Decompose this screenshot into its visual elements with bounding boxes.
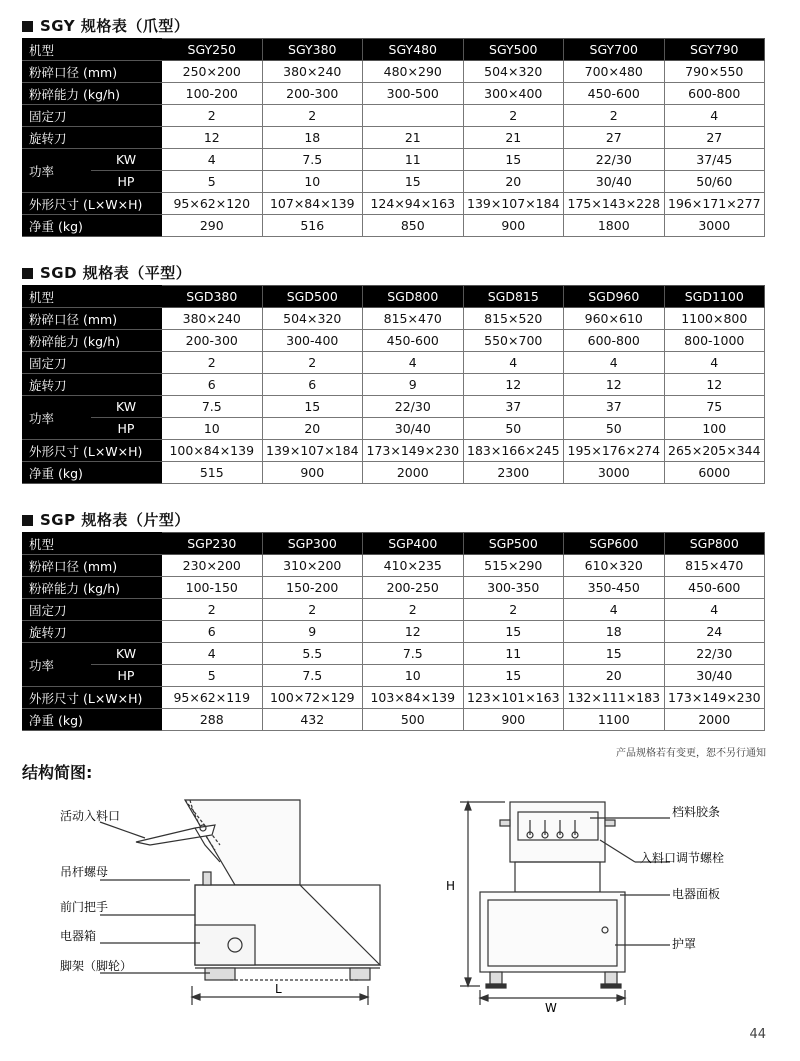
- cell-value: 20: [262, 418, 363, 440]
- cell-value: 230×200: [162, 555, 263, 577]
- cell-value: 95×62×119: [162, 687, 263, 709]
- row-label: 粉碎口径 (mm): [23, 308, 162, 330]
- row-label: 机型: [23, 286, 162, 308]
- cell-value: SGP230: [162, 533, 263, 555]
- label-electric-box: 电器箱: [60, 929, 97, 943]
- cell-value: 15: [463, 149, 564, 171]
- side-view-diagram: [20, 790, 420, 1020]
- cell-value: 15: [564, 643, 665, 665]
- cell-value: 450-600: [664, 577, 765, 599]
- cell-value: 24: [664, 621, 765, 643]
- kw-label: KW: [91, 149, 162, 171]
- cell-value: 800-1000: [664, 330, 765, 352]
- cell-value: SGD1100: [664, 286, 765, 308]
- cell-value: 7.5: [262, 665, 363, 687]
- cell-value: 173×149×230: [664, 687, 765, 709]
- table-title-text: SGY 规格表（爪型）: [40, 17, 190, 35]
- cell-value: 10: [363, 665, 464, 687]
- power-kw-row: [23, 396, 765, 418]
- dimension-row: [23, 440, 765, 462]
- square-bullet-icon: [22, 268, 33, 279]
- table-title-text: SGP 规格表（片型）: [40, 511, 190, 529]
- cell-value: 22/30: [564, 149, 665, 171]
- table-row: [23, 61, 765, 83]
- cell-value: 12: [162, 127, 263, 149]
- cell-value: 7.5: [162, 396, 263, 418]
- table-row: [23, 555, 765, 577]
- cell-value: 600-800: [564, 330, 665, 352]
- table-title: [22, 14, 764, 38]
- label-front-door-handle: 前门把手: [60, 900, 109, 914]
- cell-value: 30/40: [564, 171, 665, 193]
- cell-value: 300-350: [463, 577, 564, 599]
- cell-value: SGD960: [564, 286, 665, 308]
- cell-value: 15: [262, 396, 363, 418]
- cell-value: 516: [262, 215, 363, 237]
- cell-value: 2: [564, 105, 665, 127]
- cell-value: 700×480: [564, 61, 665, 83]
- cell-value: 107×84×139: [262, 193, 363, 215]
- label-stand-wheels: 脚架（脚轮）: [60, 959, 133, 973]
- dim-label-l: L: [275, 982, 282, 996]
- table-row: [23, 330, 765, 352]
- row-label: 粉碎口径 (mm): [23, 555, 162, 577]
- cell-value: 310×200: [262, 555, 363, 577]
- cell-value: SGY700: [564, 39, 665, 61]
- cell-value: 300-500: [363, 83, 464, 105]
- spec-change-note: 产品规格若有变更，恕不另行通知: [616, 748, 766, 759]
- cell-value: 50: [564, 418, 665, 440]
- label-movable-inlet: 活动入料口: [60, 809, 121, 823]
- cell-value: 1100: [564, 709, 665, 731]
- table-row: [23, 308, 765, 330]
- cell-value: 183×166×245: [463, 440, 564, 462]
- cell-value: 37: [564, 396, 665, 418]
- cell-value: 37/45: [664, 149, 765, 171]
- cell-value: 27: [664, 127, 765, 149]
- cell-value: 37: [463, 396, 564, 418]
- cell-value: 2: [363, 599, 464, 621]
- dim-label-h: H: [446, 879, 456, 893]
- cell-value: 12: [564, 374, 665, 396]
- cell-value: 200-300: [162, 330, 263, 352]
- label-rod-nut: 吊杆螺母: [60, 865, 109, 879]
- cell-value: 265×205×344: [664, 440, 765, 462]
- row-label: 净重 (kg): [23, 462, 162, 484]
- cell-value: SGP600: [564, 533, 665, 555]
- cell-value: 4: [664, 599, 765, 621]
- cell-value: 2: [162, 105, 263, 127]
- cell-value: 2000: [363, 462, 464, 484]
- cell-value: 250×200: [162, 61, 263, 83]
- cell-value: 2: [162, 352, 263, 374]
- cell-value: 9: [363, 374, 464, 396]
- cell-value: 380×240: [262, 61, 363, 83]
- cell-value: 515: [162, 462, 263, 484]
- table-title: [22, 508, 764, 532]
- label-inlet-adjust-bolt: 入料口调节螺栓: [640, 851, 725, 865]
- cell-value: 2: [463, 599, 564, 621]
- power-hp-row: [23, 171, 765, 193]
- cell-value: 6000: [664, 462, 765, 484]
- cell-value: 21: [463, 127, 564, 149]
- row-label: 粉碎能力 (kg/h): [23, 577, 162, 599]
- cell-value: 4: [162, 643, 263, 665]
- cell-value: 6: [162, 621, 263, 643]
- power-label: 功率: [23, 643, 91, 687]
- cell-value: 200-250: [363, 577, 464, 599]
- row-label: 固定刀: [23, 599, 162, 621]
- label-guard: 护罩: [672, 937, 697, 951]
- cell-value: 20: [463, 171, 564, 193]
- power-hp-row: [23, 665, 765, 687]
- weight-row: [23, 462, 765, 484]
- square-bullet-icon: [22, 21, 33, 32]
- cell-value: SGP500: [463, 533, 564, 555]
- cell-value: 173×149×230: [363, 440, 464, 462]
- cell-value: 2: [463, 105, 564, 127]
- cell-value: 550×700: [463, 330, 564, 352]
- cell-value: 815×470: [664, 555, 765, 577]
- table-row: [23, 352, 765, 374]
- table-title-text: SGD 规格表（平型）: [40, 264, 192, 282]
- cell-value: 175×143×228: [564, 193, 665, 215]
- cell-value: 5: [162, 171, 263, 193]
- cell-value: 960×610: [564, 308, 665, 330]
- structure-title: 结构简图:: [22, 763, 93, 782]
- cell-value: 290: [162, 215, 263, 237]
- cell-value: 15: [463, 621, 564, 643]
- cell-value: 139×107×184: [262, 440, 363, 462]
- cell-value: 300-400: [262, 330, 363, 352]
- cell-value: SGD380: [162, 286, 263, 308]
- cell-value: 410×235: [363, 555, 464, 577]
- cell-value: 515×290: [463, 555, 564, 577]
- cell-value: 100: [664, 418, 765, 440]
- cell-value: SGY250: [162, 39, 263, 61]
- row-label: 固定刀: [23, 352, 162, 374]
- cell-value: 600-800: [664, 83, 765, 105]
- cell-value: SGY500: [463, 39, 564, 61]
- cell-value: 815×470: [363, 308, 464, 330]
- cell-value: 7.5: [262, 149, 363, 171]
- spec-section-sgy: [22, 14, 764, 237]
- cell-value: 4: [664, 352, 765, 374]
- cell-value: 100×84×139: [162, 440, 263, 462]
- square-bullet-icon: [22, 515, 33, 526]
- cell-value: 196×171×277: [664, 193, 765, 215]
- cell-value: 2000: [664, 709, 765, 731]
- row-label: 旋转刀: [23, 127, 162, 149]
- cell-value: 15: [363, 171, 464, 193]
- cell-value: 18: [564, 621, 665, 643]
- cell-value: 2: [262, 352, 363, 374]
- cell-value: 95×62×120: [162, 193, 263, 215]
- model-row: [23, 39, 765, 61]
- cell-value: 100-150: [162, 577, 263, 599]
- row-label: 外形尺寸 (L×W×H): [23, 440, 162, 462]
- cell-value: 1800: [564, 215, 665, 237]
- row-label: 粉碎能力 (kg/h): [23, 330, 162, 352]
- row-label: 外形尺寸 (L×W×H): [23, 193, 162, 215]
- cell-value: 123×101×163: [463, 687, 564, 709]
- cell-value: 2: [162, 599, 263, 621]
- cell-value: 27: [564, 127, 665, 149]
- cell-value: SGP400: [363, 533, 464, 555]
- cell-value: 2: [262, 599, 363, 621]
- weight-row: [23, 215, 765, 237]
- cell-value: SGP300: [262, 533, 363, 555]
- cell-value: 21: [363, 127, 464, 149]
- cell-value: 6: [262, 374, 363, 396]
- row-label: 旋转刀: [23, 621, 162, 643]
- cell-value: 7.5: [363, 643, 464, 665]
- cell-value: 75: [664, 396, 765, 418]
- cell-value: 9: [262, 621, 363, 643]
- cell-value: 18: [262, 127, 363, 149]
- cell-value: 50: [463, 418, 564, 440]
- cell-value: 900: [262, 462, 363, 484]
- model-row: [23, 286, 765, 308]
- front-view-diagram: [440, 790, 780, 1020]
- cell-value: 30/40: [664, 665, 765, 687]
- cell-value: 5: [162, 665, 263, 687]
- row-label: 机型: [23, 39, 162, 61]
- kw-label: KW: [91, 643, 162, 665]
- cell-value: SGY480: [363, 39, 464, 61]
- cell-value: 4: [363, 352, 464, 374]
- cell-value: 11: [363, 149, 464, 171]
- cell-value: 3000: [564, 462, 665, 484]
- cell-value: 300×400: [463, 83, 564, 105]
- table-row: [23, 577, 765, 599]
- row-label: 固定刀: [23, 105, 162, 127]
- cell-value: 2300: [463, 462, 564, 484]
- dimension-row: [23, 193, 765, 215]
- cell-value: 790×550: [664, 61, 765, 83]
- power-kw-row: [23, 149, 765, 171]
- kw-label: KW: [91, 396, 162, 418]
- cell-value: 20: [564, 665, 665, 687]
- cell-value: SGD815: [463, 286, 564, 308]
- cell-value: 12: [363, 621, 464, 643]
- table-row: [23, 105, 765, 127]
- cell-value: 30/40: [363, 418, 464, 440]
- table-row: [23, 621, 765, 643]
- row-label: 外形尺寸 (L×W×H): [23, 687, 162, 709]
- cell-value: 200-300: [262, 83, 363, 105]
- cell-value: SGY790: [664, 39, 765, 61]
- cell-value: 50/60: [664, 171, 765, 193]
- cell-value: 12: [463, 374, 564, 396]
- table-row: [23, 127, 765, 149]
- weight-row: [23, 709, 765, 731]
- cell-value: 3000: [664, 215, 765, 237]
- cell-value: SGD800: [363, 286, 464, 308]
- row-label: 粉碎能力 (kg/h): [23, 83, 162, 105]
- spec-table: [22, 38, 765, 237]
- cell-value: 815×520: [463, 308, 564, 330]
- hp-label: HP: [91, 665, 162, 687]
- cell-value: 288: [162, 709, 263, 731]
- cell-value: 610×320: [564, 555, 665, 577]
- cell-value: 4: [463, 352, 564, 374]
- hp-label: HP: [91, 418, 162, 440]
- cell-value: 103×84×139: [363, 687, 464, 709]
- cell-value: 10: [162, 418, 263, 440]
- label-electric-panel: 电器面板: [672, 887, 721, 901]
- dim-label-w: W: [545, 1001, 557, 1015]
- cell-value: 15: [463, 665, 564, 687]
- cell-value: 4: [664, 105, 765, 127]
- cell-value: 450-600: [564, 83, 665, 105]
- table-row: [23, 83, 765, 105]
- spec-section-sgp: [22, 508, 764, 731]
- model-row: [23, 533, 765, 555]
- cell-value: 504×320: [262, 308, 363, 330]
- page-number: 44: [749, 1027, 766, 1042]
- cell-value: 480×290: [363, 61, 464, 83]
- dimension-row: [23, 687, 765, 709]
- table-title: [22, 261, 764, 285]
- cell-value: 4: [564, 352, 665, 374]
- power-kw-row: [23, 643, 765, 665]
- row-label: 旋转刀: [23, 374, 162, 396]
- cell-value: 5.5: [262, 643, 363, 665]
- cell-value: 900: [463, 215, 564, 237]
- spec-table: [22, 285, 765, 484]
- cell-value: 139×107×184: [463, 193, 564, 215]
- cell-value: 504×320: [463, 61, 564, 83]
- row-label: 粉碎口径 (mm): [23, 61, 162, 83]
- power-label: 功率: [23, 396, 91, 440]
- table-row: [23, 374, 765, 396]
- cell-value: SGD500: [262, 286, 363, 308]
- row-label: 机型: [23, 533, 162, 555]
- cell-value: 500: [363, 709, 464, 731]
- cell-value: 132×111×183: [564, 687, 665, 709]
- cell-value: 350-450: [564, 577, 665, 599]
- cell-value: 900: [463, 709, 564, 731]
- table-row: [23, 599, 765, 621]
- cell-value: 1100×800: [664, 308, 765, 330]
- cell-value: 4: [162, 149, 263, 171]
- cell-value: 124×94×163: [363, 193, 464, 215]
- hp-label: HP: [91, 171, 162, 193]
- cell-value: 850: [363, 215, 464, 237]
- cell-value: 432: [262, 709, 363, 731]
- cell-value: 450-600: [363, 330, 464, 352]
- cell-value: 11: [463, 643, 564, 665]
- cell-value: 10: [262, 171, 363, 193]
- cell-value: 12: [664, 374, 765, 396]
- cell-value: 100-200: [162, 83, 263, 105]
- cell-value: 2: [262, 105, 363, 127]
- power-label: 功率: [23, 149, 91, 193]
- cell-value: [363, 105, 464, 127]
- spec-section-sgd: [22, 261, 764, 484]
- spec-table: [22, 532, 765, 731]
- cell-value: SGP800: [664, 533, 765, 555]
- cell-value: 4: [564, 599, 665, 621]
- cell-value: SGY380: [262, 39, 363, 61]
- row-label: 净重 (kg): [23, 215, 162, 237]
- cell-value: 195×176×274: [564, 440, 665, 462]
- cell-value: 22/30: [363, 396, 464, 418]
- row-label: 净重 (kg): [23, 709, 162, 731]
- cell-value: 380×240: [162, 308, 263, 330]
- cell-value: 150-200: [262, 577, 363, 599]
- cell-value: 6: [162, 374, 263, 396]
- label-baffle-strip: 档料胶条: [672, 805, 721, 819]
- power-hp-row: [23, 418, 765, 440]
- cell-value: 100×72×129: [262, 687, 363, 709]
- cell-value: 22/30: [664, 643, 765, 665]
